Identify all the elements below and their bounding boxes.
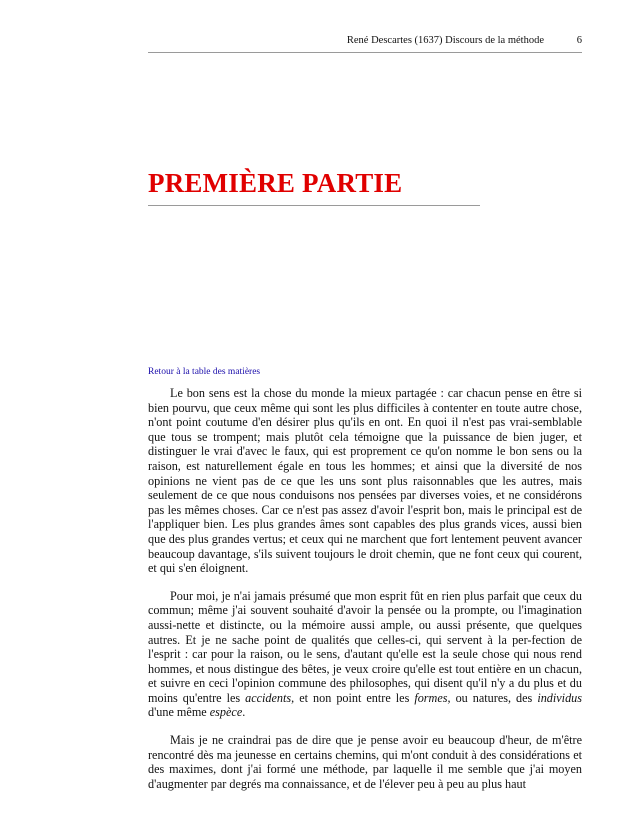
emphasis-espece: espèce [209, 705, 243, 720]
paragraph-2-text: et non point entre les [294, 690, 415, 705]
header-divider [148, 52, 582, 53]
paragraph-2-text: . [242, 705, 246, 720]
emphasis-individus: individus [537, 690, 582, 705]
paragraph-3: Mais je ne craindrai pas de dire que je pense avoir eu beaucoup d'heur, de m'être rencontré dès ma jeunesse en certains chemins, qui m'ont conduit à des considérations et des maximes, dont j'ai formé une méthode, par laquelle il me semble que j'ai moyen d'augmenter par degrés ma connaissance, et de l'élever peu à peu au plus haut [148, 733, 582, 791]
body-text [148, 386, 582, 804]
paragraph-2-text: Pour moi, je n'ai jamais présumé que mon esprit fût en rien plus parfait que ceux du commun; même j'ai souvent souhaité d'avoir la pensée ou la prompte, ou l'imagination aussi-nette et distincte, ou la mémoire aussi ample, ou aussi présente, que quelques autres. Et je ne sache point de qualités que celles-ci, qui servent à la per-fection de l'esprit : car pour la raison, ou le sens, d'autant qu'elle est la seule chose qui nous rend hommes, et nous distingue des bêtes, je veux croire qu'elle est tout entière en un chacun, et suivre en ceci l'opinion commune des philosophes, qui disent qu'il n'y a du plus et du moins qu'entre les [148, 588, 582, 705]
running-title: René Descartes (1637) Discours de la méthode [346, 35, 544, 46]
title-divider [148, 205, 480, 206]
paragraph-2-text: d'une même [148, 705, 210, 720]
emphasis-formes: formes, [414, 690, 451, 705]
chapter-title: PREMIÈRE PARTIE [148, 168, 403, 198]
paragraph-1: Le bon sens est la chose du monde la mieux partagée : car chacun pense en être si bien pourvu, que ceux même qui sont les plus difficiles à contenter en toute autre chose, n'ont point coutume d'en désirer plus qu'ils en ont. En quoi il n'est pas vrai-semblable que tous se trompent; mais plutôt cela témoigne que la puissance de bien juger, et distinguer le vrai d'avec le faux, qui est proprement ce qu'on nomme le bon sens ou la raison, est naturellement égale en tous les hommes; et ainsi que la diversité de nos opinions ne vient pas de ce que les uns sont plus raisonnables que les autres, mais seulement de ce que nous conduisons nos pensées par diverses voies, et ne considérons pas les mêmes choses. Car ce n'est pas assez d'avoir l'esprit bon, mais le principal est de l'appliquer bien. Les plus grandes âmes sont capables des plus grands vices, aussi bien que des plus grandes vertus; et ceux qui ne marchent que fort lentement peuvent avancer beaucoup davantage, s'ils suivent toujours le droit chemin, que ne font ceux qui courent, et qui s'en éloignent. [148, 386, 582, 576]
paragraph-2 [148, 589, 582, 720]
page-number: 6 [576, 35, 582, 46]
paragraph-2-text: ou natures, des [450, 690, 538, 705]
table-of-contents-link[interactable]: Retour à la table des matières [148, 367, 261, 377]
emphasis-accidents: accidents, [245, 690, 295, 705]
page-header [148, 32, 582, 50]
